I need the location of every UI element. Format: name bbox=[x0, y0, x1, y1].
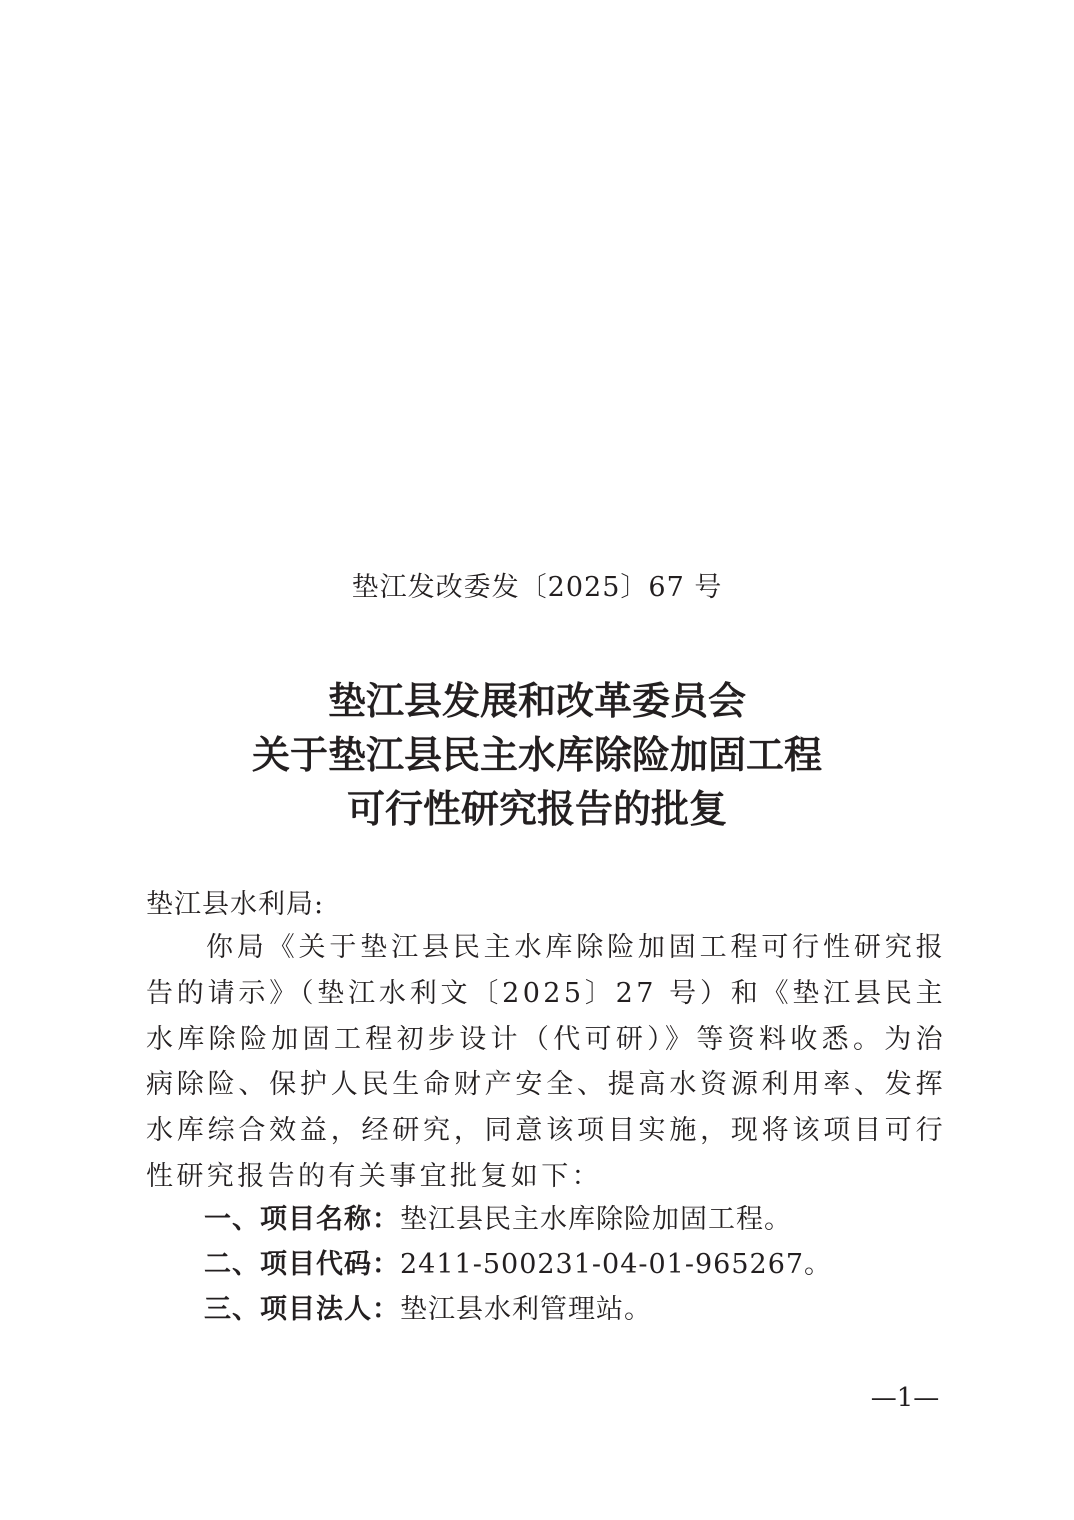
title-line-1: 垫江县发展和改革委员会 bbox=[327, 678, 746, 723]
document-number: 垫江发改委发〔2025〕67 号 bbox=[351, 572, 723, 603]
title-line-3: 可行性研究报告的批复 bbox=[346, 786, 727, 831]
item-value: 垫江县民主水库除险加固工程。 bbox=[400, 1204, 792, 1235]
item-value: 垫江县水利管理站。 bbox=[400, 1294, 652, 1325]
item-project-code bbox=[204, 1243, 832, 1287]
item-label: 一、项目名称： bbox=[204, 1204, 400, 1235]
item-label: 二、项目代码： bbox=[204, 1249, 400, 1280]
page-number: —1— bbox=[870, 1383, 940, 1413]
addressee: 垫江县水利局: bbox=[146, 889, 325, 920]
item-value: 2411-500231-04-01-965267。 bbox=[400, 1249, 833, 1280]
document-title bbox=[0, 674, 1074, 836]
body-paragraph: 你局《关于垫江县民主水库除险加固工程可行性研究报告的请示》（垫江水利文〔2025〕27 号）和《垫江县民主水库除险加固工程初步设计（代可研）》等资料收悉。为治病除险、保护人民生命财产安全、提高水资源利用率、发挥水库综合效益，经研究，同意该项目实施，现将该项目可行性研究报告的有关事宜批复如下： bbox=[146, 932, 946, 1192]
item-label: 三、项目法人： bbox=[204, 1294, 400, 1325]
item-project-legal-person bbox=[204, 1288, 652, 1332]
item-project-name bbox=[204, 1198, 792, 1242]
title-line-2: 关于垫江县民主水库除险加固工程 bbox=[251, 732, 822, 777]
